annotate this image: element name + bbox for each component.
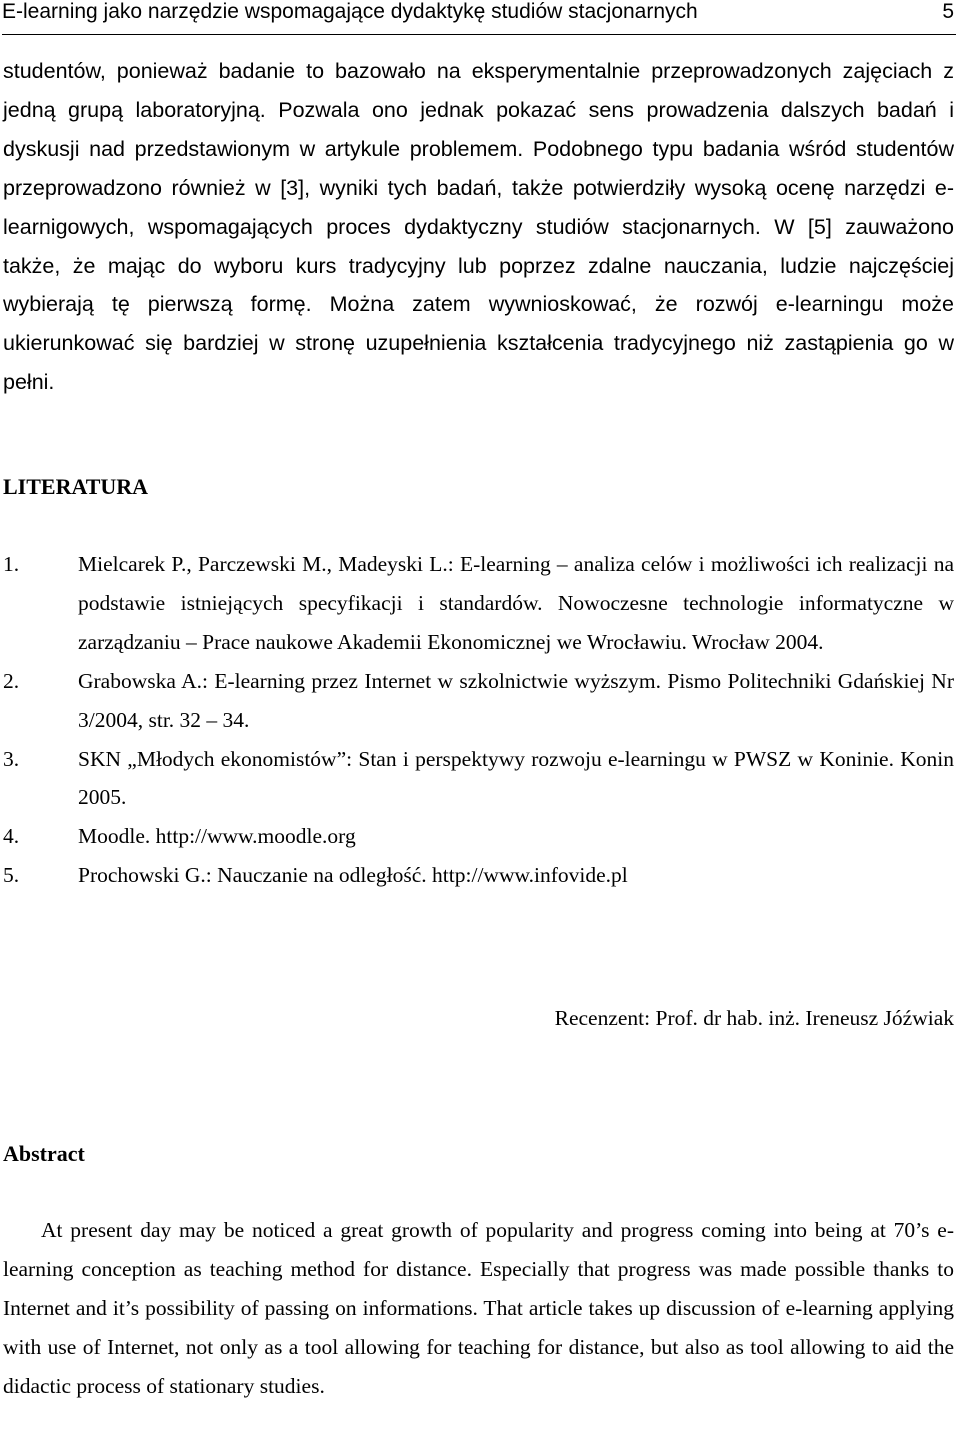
literatura-heading: LITERATURA [3,474,149,499]
reference-item [0,817,954,856]
running-header [2,0,956,35]
reference-text: Mielcarek P., Parczewski M., Madeyski L.: E-learning – analiza celów i możliwości ich realizacji na podstawie istniejących specyfikacji i standardów. Nowoczesne technologie informatyczne w zarządzaniu – Prace naukowe Akademii Ekonomicznej we Wrocławiu. Wrocław 2004. [78,552,954,654]
reference-number: 4. [3,824,20,849]
reference-item [0,545,954,662]
page-number: 5 [942,0,954,23]
reference-text: Moodle. http://www.moodle.org [78,824,356,849]
intro-paragraph: studentów, ponieważ badanie to bazowało na eksperymentalnie przeprowadzonych zajęciach z jedną grupą laboratoryjną. Pozwala ono jednak pokazać sens prowadzenia dalszych badań i dyskusji nad przedstawionym w artykule problemem. Podobnego typu badania wśród studentów przeprowadzono również w [3], wyniki tych badań, także potwierdziły wysoką ocenę narzędzi e-learnigowych, wspomagających proces dydaktyczny studiów stacjonarnych. W [5] zauważono także, że mając do wyboru kurs tradycyjny lub poprzez zdalne nauczania, ludzie najczęściej wybierają tę pierwszą formę. Można zatem wywnioskować, że rozwój e-learningu może ukierunkować się bardziej w stronę uzupełnienia kształcenia tradycyjnego niż zastąpienia go w pełni. [3,59,954,395]
reference-item [0,856,954,895]
header-title: E-learning jako narzędzie wspomagające dydaktykę studiów stacjonarnych [2,0,698,23]
reviewer-line: Recenzent: Prof. dr hab. inż. Ireneusz Jóźwiak [554,1006,954,1030]
abstract-heading: Abstract [3,1141,85,1166]
reference-item [0,740,954,818]
reference-text: Grabowska A.: E-learning przez Internet w szkolnictwie wyższym. Pismo Politechniki Gdańskiej Nr 3/2004, str. 32 – 34. [78,668,954,732]
reference-number: 2. [3,668,20,693]
abstract-text: At present day may be noticed a great growth of popularity and progress coming into being at 70’s e-learning conception as teaching method for distance. Especially that progress was made possible thanks to Internet and it’s possibility of passing on informations. That article takes up discussion of e-learning applying with use of Internet, not only as a tool allowing for teaching for distance, but also as tool allowing to aid the didactic process of stationary studies. [3,1218,954,1398]
reference-list [0,545,960,895]
reference-number: 5. [3,863,20,888]
reference-number: 3. [3,746,20,771]
reference-number: 1. [3,552,20,576]
reference-text: Prochowski G.: Nauczanie na odległość. http://www.infovide.pl [78,863,628,888]
reference-text: SKN „Młodych ekonomistów”: Stan i perspektywy rozwoju e-learningu w PWSZ w Koninie. Konin 2005. [78,746,954,810]
reference-item [0,662,954,740]
